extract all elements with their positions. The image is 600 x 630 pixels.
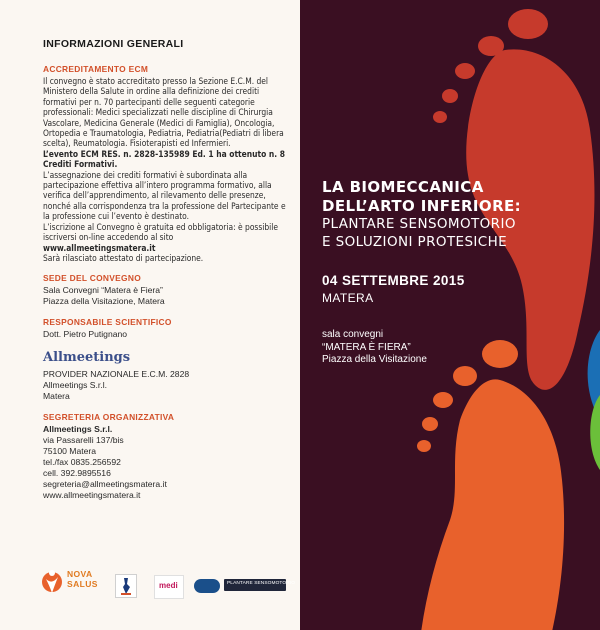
orange-toe-2 [453,366,477,386]
plantare-logo-text: PLANTARE SENSOMOTORIO [227,581,296,586]
medi-logo [154,575,184,599]
event-city: MATERA [322,291,374,305]
segreteria-contacts: via Passarelli 137/bis 75100 Matera tel./fax 0835.256592 cell. 392.9895516 segreteria@allmeetingsmatera.it www.allmeetingsmatera.it [43,435,167,501]
segreteria-section [43,412,293,501]
sede-heading: SEDE DEL CONVEGNO [43,273,142,284]
orange-foot-shape [420,379,564,630]
accreditamento-intro: Il convegno è stato accreditato presso la Sezione E.C.M. del Ministero della Salute in ordine alla definizione dei crediti formativi per n. 70 partecipanti delle seguenti categorie professionali: Medici specializzati nelle discipline di Chirurgia Vascolare, Medicina Generale (Medici di Famiglia), Oncologia, Ortopedia e Traumatologia, Pediatria, Pediatria(Pediatri di libera scelta), Reumatologia. Fisioterapisti ed Infermieri. [43,76,284,149]
accreditamento-body: L’assegnazione dei crediti formativi è subordinata alla partecipazione effettiva all’intero programma formativo, alla verifica dell’apprendimento, al rilevamento delle presenze, nonché alla corrispondenza tra la professione del Partecipante e la professione cui l’evento è destinato. [43,169,286,222]
event-subtitle-line-2: E SOLUZIONI PROTESICHE [322,233,508,250]
allmeetings-logo: Allmeetings [43,350,131,366]
green-edge-shape [590,395,600,470]
event-date: 04 SETTEMBRE 2015 [322,273,465,288]
sponsor-logos [42,565,296,605]
iscrizione-text: L’iscrizione al Convegno è gratuita ed obbligatoria: è possibile iscriversi on-line accedendo al sito [43,221,278,243]
accreditamento-section [43,64,293,263]
attestato-text: Sarà rilasciato attestato di partecipazione. [43,252,204,263]
orange-toe-5 [417,440,431,452]
provider-text: PROVIDER NAZIONALE E.C.M. 2828 Allmeetings S.r.l. Matera [43,369,190,402]
red-toe-1 [508,9,548,39]
general-info-title: INFORMAZIONI GENERALI [43,38,184,50]
nova-salus-text: NOVA SALUS [67,569,98,589]
segreteria-company: Allmeetings S.r.l. [43,424,113,435]
ecm-line: L’evento ECM RES. n. 2828-135989 Ed. 1 ha ottenuto n. 8 Crediti Formativi. [43,148,285,170]
red-toe-3 [455,63,475,79]
red-toe-4 [442,89,458,103]
brand-oval-logo [194,579,220,593]
event-title-line-2: DELL’ARTO INFERIORE: [322,197,522,215]
event-title-line-1: LA BIOMECCANICA [322,178,484,196]
medi-logo-text: medi [159,581,178,590]
cover-text [322,178,592,367]
orange-toe-4 [422,417,438,431]
accreditamento-heading: ACCREDITAMENTO ECM [43,64,149,74]
responsabile-heading: RESPONSABILE SCIENTIFICO [43,317,172,328]
sede-section [43,273,293,307]
event-venue: sala convegni “MATERA È FIERA” Piazza della Visitazione [322,329,427,365]
red-toe-5 [433,111,447,123]
plantare-logo [224,579,296,591]
segreteria-heading: SEGRETERIA ORGANIZZATIVA [43,412,175,423]
responsabile-section [43,317,293,340]
registration-link[interactable]: www.allmeetingsmatera.it [43,242,156,253]
provider-section [43,350,293,402]
sede-text: Sala Convegni “Matera è Fiera” Piazza della Visitazione, Matera [43,285,165,307]
info-content [43,38,293,511]
orange-toe-3 [433,392,453,408]
responsabile-name: Dott. Pietro Putignano [43,329,128,340]
event-subtitle-line-1: PLANTARE SENSOMOTORIO [322,216,516,232]
society-logo [115,574,137,598]
red-toe-2 [478,36,504,56]
